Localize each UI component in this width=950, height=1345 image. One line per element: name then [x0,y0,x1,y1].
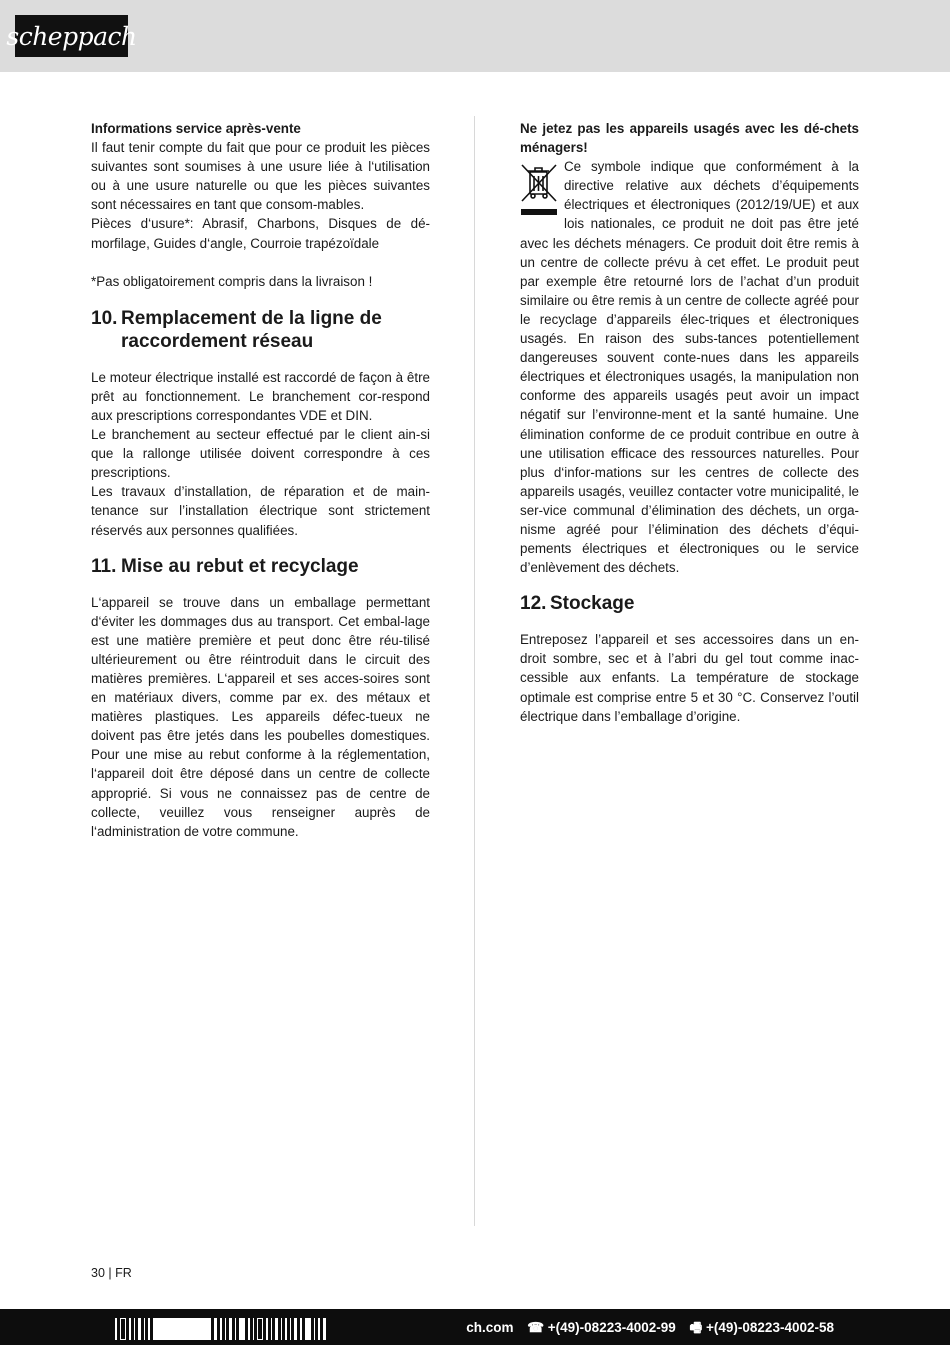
column-divider [474,116,475,1226]
footer-band [0,1309,950,1345]
section-12-paragraph: Entreposez l’appareil et ses accessoires dans un en-droit sombre, sec et à l’abri du gel tout comme inac-cessible aux enfants. La température de stockage optimale est comprise entre 5 et 30 °C. Conservez l’outil électrique dans l’emballage d’origine. [520,632,859,724]
brand-logo: scheppach [15,15,128,57]
footer-web[interactable]: ch.com [466,1320,514,1335]
crossed-out-bin-icon [520,159,558,219]
section-10-heading [91,307,430,353]
footer-contact [456,1318,834,1341]
section-12-title: Stockage [550,593,635,615]
weee-text: Ce symbole indique que conformément à la directive relative aux déchets d’équipements électriques et électroniques (2012/19/UE) et aux lois nationales, ce produit ne doit pas être jeté avec les déchets ménagers. Ce produit doit être remis à un centre de collecte prévu à cet effet. Le produit peut par exemple être retourné lors de l’achat d’un produit similaire ou être remis à un centre de collecte agréé pour le recyclage d’appareils élec-triques et électroniques usagés. En raison des subs-tances potentiellement dangereuses souvent conte-nues dans les appareils électriques et électroniques usagés, la manipulation non conforme des appareils usagés peut avoir un impact négatif sur l’environne-ment et la santé humaine. Une élimination conforme de ce produit contribue en outre à une utilisation efficace des ressources naturelles. Pour plus d‘infor-mations sur les centres de collecte des appareils usagés, veuillez contacter votre municipalité, le ser-vice communal d’élimination des déchets, un orga-nisme agréé pour l’élimination des déchets d’équi-pements électriques et électroniques ou le service d’enlèvement des déchets. [520,159,859,576]
footer-fax: 🖷 +(49)-08223-4002-58 [689,1320,834,1335]
service-title: Informations service après-vente [91,121,301,136]
section-11-paragraph: L‘appareil se trouve dans un emballage permettant d‘éviter les dommages dus au transport. Cet embal-lage est une matière première et peut donc être réu-tilisé ultérieurement ou être réintroduit dans le circuit des matières premières. L‘appareil et ses acces-soires sont en matériaux divers, comme par ex. des métaux et matières plastiques. Les appareils défec-tueux ne doivent pas être jetés dans les poubelles domestiques. Pour une mise au rebut conforme à la réglementation, l‘appareil doit être déposé dans un centre de collecte approprié. Si vous ne connaissez pas de centre de collecte, veuillez vous renseigner auprès de l‘administration de votre commune. [91,594,430,839]
section-11-heading [91,555,430,578]
header-band [0,0,950,72]
footnote: *Pas obligatoirement compris dans la livraison ! [91,273,373,289]
section-11-number: 11. [91,555,117,577]
left-column [91,119,430,841]
section-10-paragraph-1: Le moteur électrique installé est raccordé de façon à être prêt au fonctionnement. Le branchement cor-respond aux prescriptions correspondantes VDE et DIN. [91,369,430,423]
section-10-number: 10. [91,307,118,329]
section-10-title-line2: raccordement réseau [121,330,314,352]
wear-parts-text: Pièces d‘usure*: Abrasif, Charbons, Disques de dé-morfilage, Guides d‘angle, Courroie trapézoïdale [91,216,430,251]
section-10-paragraph-2: Le branchement au secteur effectué par le client ain-si que la rallonge utilisée doivent correspondre à ces prescriptions. [91,427,430,481]
service-text: Il faut tenir compte du fait que pour ce produit les pièces suivantes sont soumises à une usure liée à l‘utilisation ou à une usure naturelle ou que les pièces suivantes sont nécessaires en tant que consom-mables. [91,140,430,213]
section-10-paragraph-3: Les travaux d’installation, de réparation et de main-tenance sur l’installation électrique sont strictement réservés aux personnes qualifiées. [91,484,430,538]
section-12-number: 12. [520,593,547,615]
footer-phone: ☎ +(49)-08223-4002-99 [527,1320,676,1335]
section-10-title-line1: Remplacement de la ligne de [121,307,382,329]
barcode-graphic [115,1318,440,1340]
section-12-heading [520,592,859,615]
weee-title: Ne jetez pas les appareils usagés avec les dé-chets ménagers! [520,121,859,156]
right-column [520,119,859,726]
section-11-title: Mise au rebut et recyclage [121,555,359,577]
page-number: 30 | FR [91,1266,132,1280]
